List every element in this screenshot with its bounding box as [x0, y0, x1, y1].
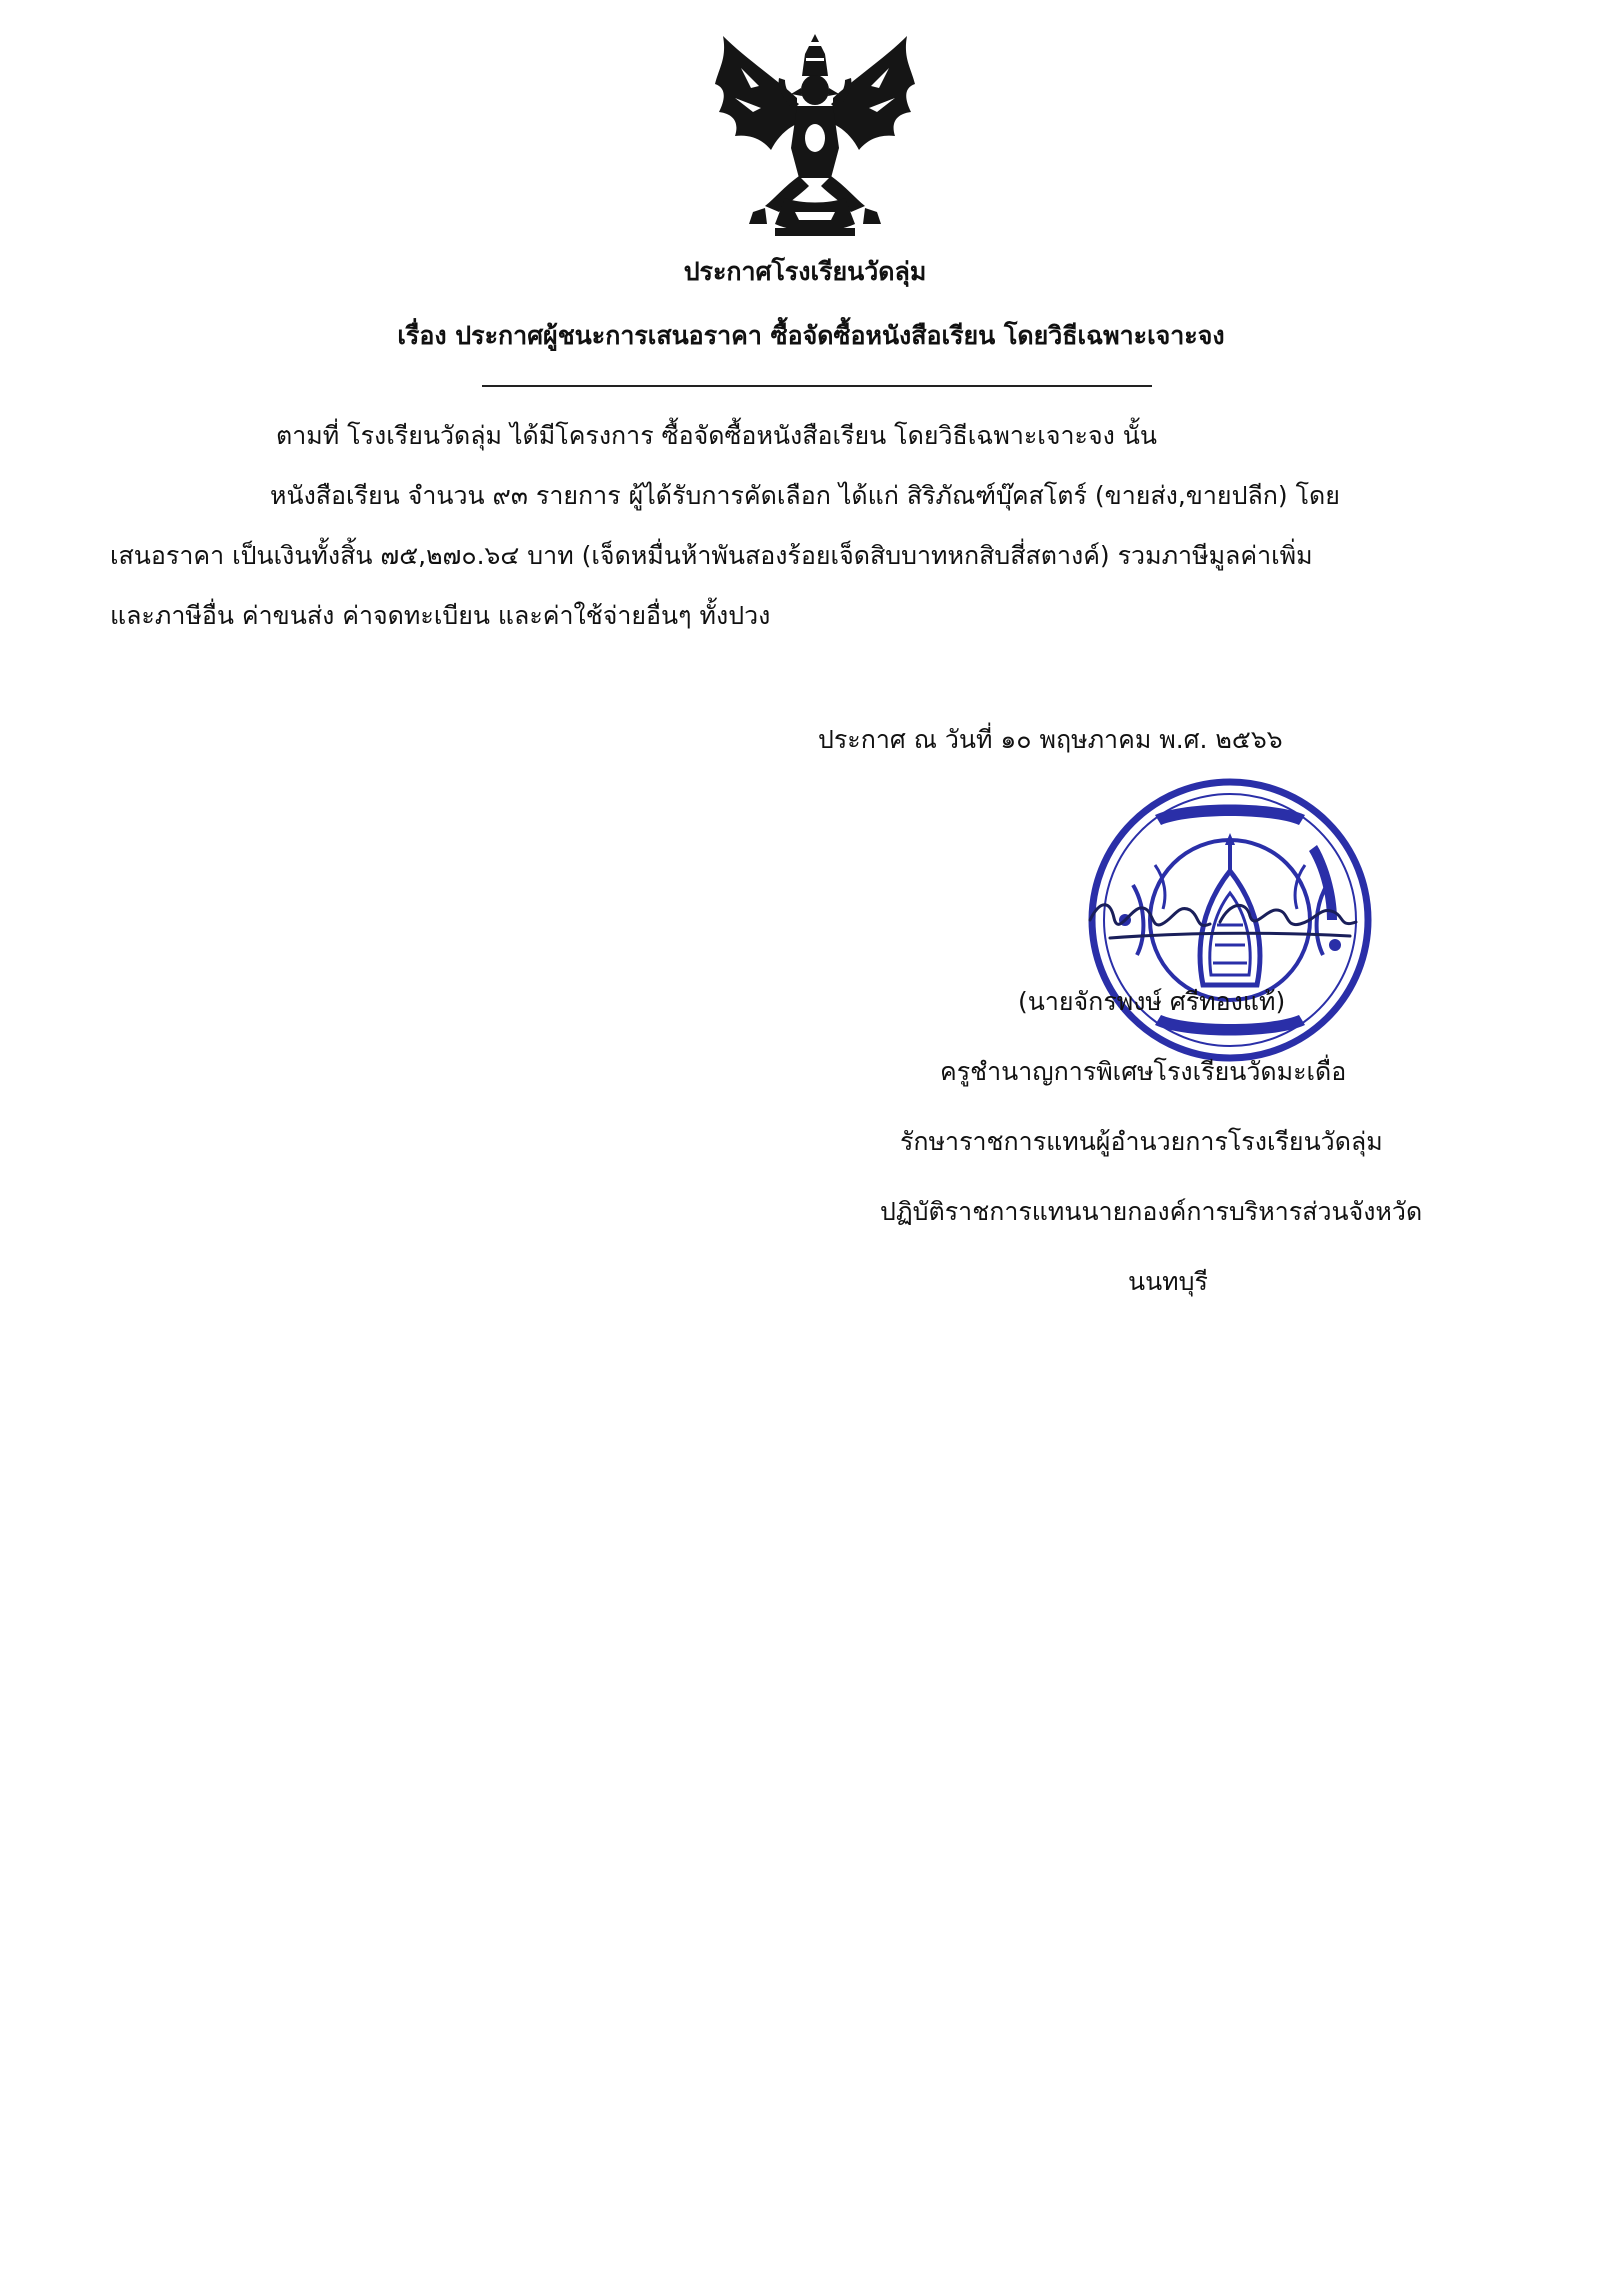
- body-line-1: ตามที่ โรงเรียนวัดลุ่ม ได้มีโครงการ ซื้อจัดซื้อหนังสือเรียน โดยวิธีเฉพาะเจาะจง นั้น: [276, 421, 1157, 450]
- signer-name: (นายจักรพงษ์ ศรีทองแท้): [1018, 987, 1286, 1016]
- signer-position-1: ครูชำนาญการพิเศษโรงเรียนวัดมะเดื่อ: [940, 1057, 1347, 1086]
- signer-position-2: รักษาราชการแทนผู้อำนวยการโรงเรียนวัดลุ่ม: [900, 1127, 1383, 1156]
- body-line-4: และภาษีอื่น ค่าขนส่ง ค่าจดทะเบียน และค่าใช้จ่ายอื่นๆ ทั้งปวง: [110, 601, 771, 630]
- body-line-3: เสนอราคา เป็นเงินทั้งสิ้น ๗๕,๒๗๐.๖๔ บาท (เจ็ดหมื่นห้าพันสองร้อยเจ็ดสิบบาทหกสิบสี่สตางค์) รวมภาษีมูลค่าเพิ่ม: [110, 541, 1313, 570]
- body-line-2: หนังสือเรียน จำนวน ๙๓ รายการ ผู้ได้รับการคัดเลือก ได้แก่ สิริภัณฑ์บุ๊คสโตร์ (ขายส่ง,ขายปลีก) โดย: [270, 481, 1340, 510]
- garuda-emblem-icon: [705, 28, 925, 248]
- announce-date: ประกาศ ณ วันที่ ๑๐ พฤษภาคม พ.ศ. ๒๕๖๖: [818, 725, 1283, 754]
- announcement-subject: เรื่อง ประกาศผู้ชนะการเสนอราคา ซื้อจัดซื้อหนังสือเรียน โดยวิธีเฉพาะเจาะจง: [397, 321, 1225, 350]
- signer-position-4: นนทบุรี: [1128, 1267, 1208, 1296]
- signer-position-3: ปฏิบัติราชการแทนนายกองค์การบริหารส่วนจังหวัด: [880, 1197, 1423, 1226]
- handwritten-signature: [1070, 880, 1370, 950]
- title-divider: [482, 385, 1152, 387]
- announcement-title: ประกาศโรงเรียนวัดลุ่ม: [683, 257, 927, 286]
